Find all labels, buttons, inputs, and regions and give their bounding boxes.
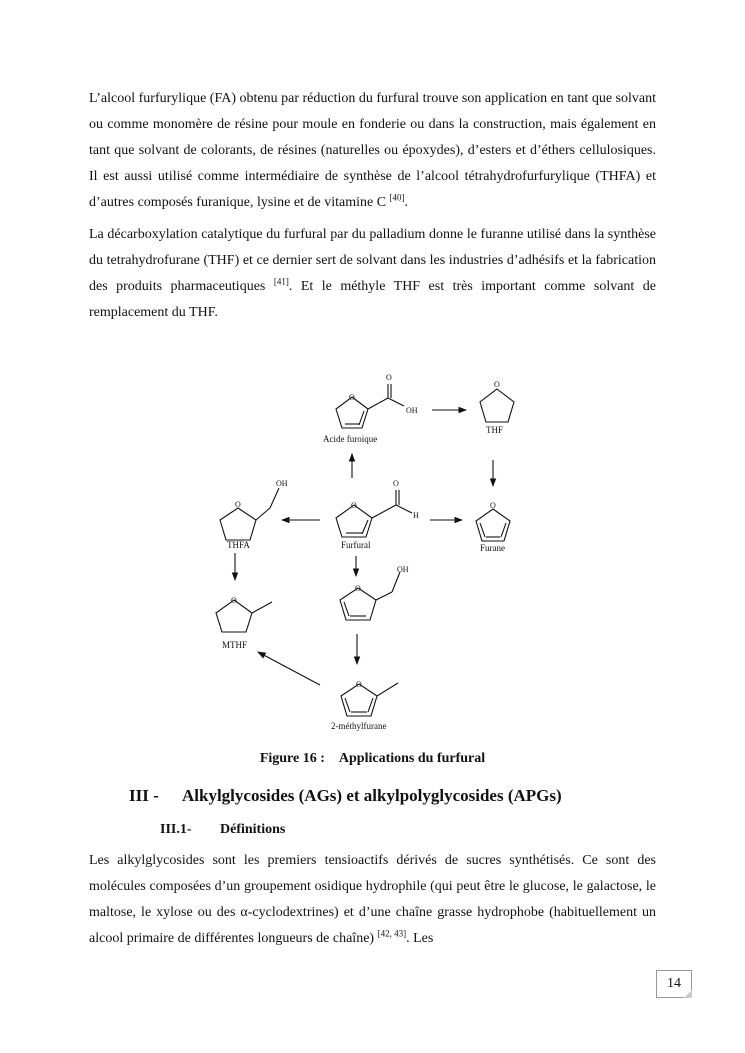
- atom-o: O: [231, 596, 237, 605]
- atom-o: O: [355, 584, 361, 593]
- label-thfa: THFA: [227, 540, 250, 550]
- label-furfural: Furfural: [341, 540, 371, 550]
- arrow-methylfurane-to-mthf: [258, 652, 320, 685]
- section-title: Alkylglycosides (AGs) et alkylpolyglycosides (APGs): [182, 786, 562, 805]
- label-thf: THF: [486, 425, 504, 435]
- page-number-box: [656, 970, 692, 998]
- page-number: 14: [667, 976, 681, 991]
- label-methylfurane: 2-méthylfurane: [331, 721, 387, 731]
- label-mthf: MTHF: [222, 640, 248, 650]
- paragraph-decarboxylation: La décarboxylation catalytique du furfural par du palladium donne le furanne utilisé dans la synthèse du tetrahydrofurane (THF) et ce dernier sert de solvant dans les industries d’adhésifs et la fabrication des produits pharmaceutiques [41]. Et le méthyle THF est très important comme solvant de remplacement du THF.: [89, 227, 657, 320]
- atom-oh: OH: [276, 479, 288, 488]
- subsection-number: III.1-: [160, 822, 192, 837]
- atom-oh: OH: [397, 565, 409, 574]
- atom-h: H: [413, 511, 419, 520]
- methylfurane-structure: [341, 683, 398, 716]
- atom-oh: OH: [406, 406, 418, 415]
- atom-o: O: [386, 373, 392, 382]
- thf-structure: [480, 389, 514, 422]
- caption-label: Figure 16 :: [259, 751, 325, 766]
- atom-o: O: [356, 680, 362, 689]
- subsection-title: Définitions: [220, 822, 286, 837]
- caption-text: Applications du furfural: [338, 751, 486, 766]
- citation-42-43: [42, 43]: [377, 928, 407, 939]
- label-furane: Furane: [480, 543, 505, 553]
- atom-o: O: [494, 380, 500, 389]
- paragraph-definitions: Les alkylglycosides sont les premiers tensioactifs dérivés de sucres synthétisés. Ce sont des molécules composées d’un groupement osidique hydrophile (qui peut être le glucose, le galactose, le maltose, le xylose ou des α-cyclodextrines) et d’une chaîne grasse hydrophobe (habituellement un alcool primaire de différentes longueurs de chaîne) [42, 43]. Les: [89, 853, 656, 946]
- paragraph-furfuryl-alcohol: L’alcool furfurylique (FA) obtenu par réduction du furfural trouve son application en tant que solvant ou comme monomère de résine pour moule en fonderie ou dans la construction, mais également en tant que solvant de colorants, de résines (naturelles ou époxydes), d’esters et d’éthers cellulosiques. Il est aussi utilisé comme intermédiaire de synthèse de l’alcool tétrahydrofurfurylique (THFA) et d’autres composés furanique, lysine et de vitamine C [40].: [89, 91, 656, 210]
- atom-o: O: [349, 393, 355, 402]
- thfa-structure: [220, 488, 279, 540]
- furfural-structure: [336, 490, 412, 537]
- furfural-applications-diagram: [200, 368, 540, 740]
- section-heading: [129, 786, 562, 806]
- subsection-heading: [160, 822, 285, 838]
- atom-o: O: [393, 479, 399, 488]
- atom-o: O: [490, 501, 496, 510]
- citation-40: [40]: [389, 192, 405, 203]
- mthf-structure: [216, 600, 272, 632]
- section-number: III -: [129, 786, 159, 805]
- acide-furoique-structure: [336, 384, 404, 428]
- furane-structure: [476, 509, 510, 541]
- citation-41: [41]: [273, 276, 289, 287]
- atom-o: O: [351, 501, 357, 510]
- atom-o: O: [235, 500, 241, 509]
- label-acide-furoique: Acide furoique: [323, 434, 378, 444]
- furfuryl-alcohol-structure: [340, 572, 400, 620]
- figure-caption: [0, 751, 745, 767]
